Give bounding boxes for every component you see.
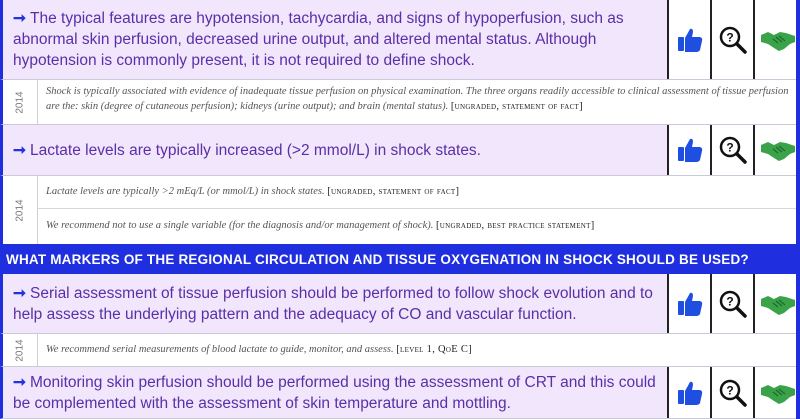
handshake-icon[interactable] xyxy=(753,0,800,79)
thumbs-up-icon[interactable] xyxy=(667,274,710,333)
evidence-line: Shock is typically associated with evidence of inadequate tissue perfusion on physical examination. The three organs readily accessible to clinical assessment of tissue perfusion are the: skin (degree of cutaneous perfusion); kidneys (urine output); and brain (mental status). [ungraded, statement of fact] xyxy=(46,86,789,112)
year-label: 2014 xyxy=(3,80,38,124)
recommendation-row xyxy=(0,124,800,176)
right-border xyxy=(796,0,800,419)
evidence-grade: [ungraded, best practice statement] xyxy=(436,220,595,231)
recommendation-text: ➞ Serial assessment of tissue perfusion should be performed to follow shock evolution and to help assess the underlying pattern and the adequacy of CO and vascular function. xyxy=(3,274,667,333)
svg-text:?: ? xyxy=(725,140,734,155)
recommendation-row xyxy=(0,274,800,334)
svg-text:?: ? xyxy=(725,383,734,397)
evidence-line: We recommend serial measurements of blood lactate to guide, monitor, and assess. [level 1, QoE C] xyxy=(46,344,473,355)
year-label: 2014 xyxy=(3,176,38,244)
handshake-icon[interactable] xyxy=(753,125,800,175)
evidence-block xyxy=(0,176,800,244)
evidence-grade: [level 1, QoE C] xyxy=(396,344,473,355)
year-label: 2014 xyxy=(3,334,38,366)
arrow-icon: ➞ xyxy=(13,373,26,391)
thumbs-up-icon[interactable] xyxy=(667,367,710,418)
recommendation-text: ➞ The typical features are hypotension, tachycardia, and signs of hypoperfusion, such as abnormal skin perfusion, decreased urine output, and altered mental status. Although hypotension is commonly present, it is not required to define shock. xyxy=(3,0,667,79)
recommendation-text: ➞ Monitoring skin perfusion should be performed using the assessment of CRT and this could be complemented with the assessment of skin temperature and mottling. xyxy=(3,367,667,418)
section-header: WHAT MARKERS OF THE REGIONAL CIRCULATION AND TISSUE OXYGENATION IN SHOCK SHOULD BE USED? xyxy=(0,244,800,274)
magnifier-question-icon[interactable] xyxy=(710,274,753,333)
handshake-icon[interactable] xyxy=(753,274,800,333)
recommendation-row xyxy=(0,0,800,80)
arrow-icon: ➞ xyxy=(13,10,26,27)
arrow-icon: ➞ xyxy=(13,141,26,159)
evidence-line: Lactate levels are typically >2 mEq/L (or mmol/L) in shock states. [ungraded, statement of fact] xyxy=(46,186,460,197)
recommendation-row xyxy=(0,366,800,419)
handshake-icon[interactable] xyxy=(753,367,800,418)
evidence-block xyxy=(0,334,800,366)
svg-text:?: ? xyxy=(725,30,734,44)
magnifier-question-icon[interactable] xyxy=(710,367,753,418)
evidence-grade: [ungraded, statement of fact] xyxy=(450,101,583,112)
evidence-grade: [ungraded, statement of fact] xyxy=(327,186,460,197)
evidence-line: We recommend not to use a single variable (for the diagnosis and/or management of shock). [ungraded, best practice statement] xyxy=(38,208,800,242)
thumbs-up-icon[interactable] xyxy=(667,125,710,175)
magnifier-question-icon[interactable] xyxy=(710,0,753,79)
arrow-icon: ➞ xyxy=(13,284,26,302)
magnifier-question-icon[interactable] xyxy=(710,125,753,175)
evidence-block xyxy=(0,80,800,124)
recommendation-text: ➞ Lactate levels are typically increased (>2 mmol/L) in shock states. xyxy=(3,125,667,175)
svg-text:?: ? xyxy=(725,294,734,308)
thumbs-up-icon[interactable] xyxy=(667,0,710,79)
